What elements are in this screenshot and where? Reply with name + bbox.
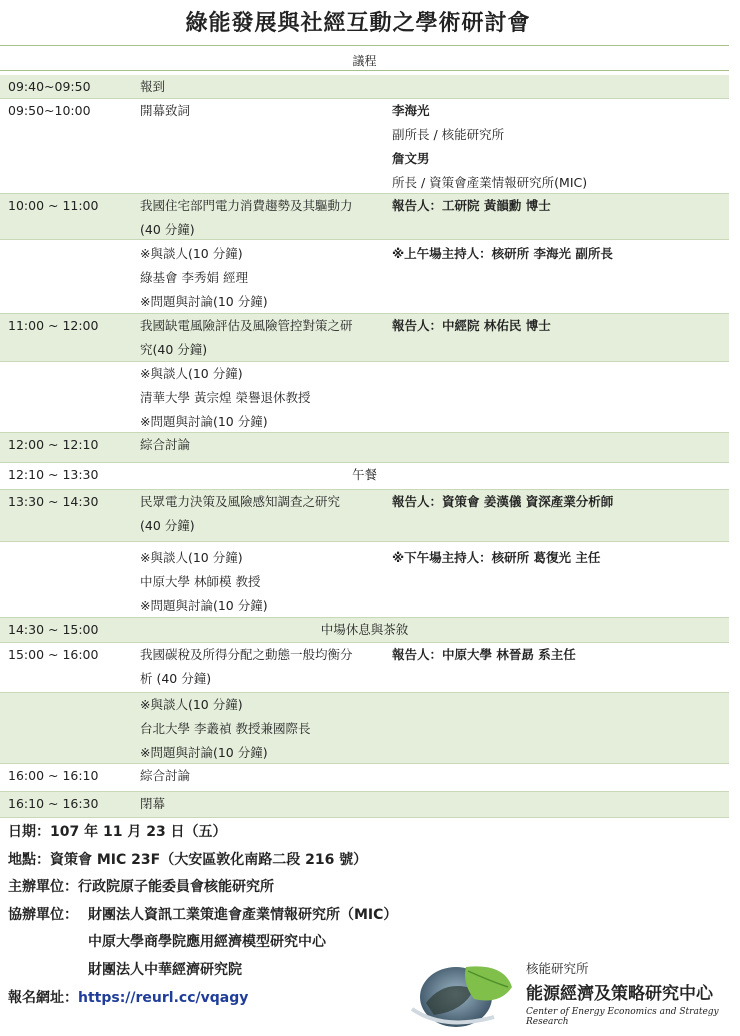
- agenda-header: 議程: [352, 54, 377, 68]
- institute-logo: [398, 955, 738, 1036]
- agenda-speaker-line: 報告人：資策會 姜漢儀 資深產業分析師: [392, 494, 614, 509]
- agenda-break-label: 午餐: [351, 467, 377, 482]
- agenda-row: [0, 490, 729, 542]
- agenda-row: [0, 643, 729, 693]
- agenda-item-line: 我國缺電風險評估及風險管控對策之研: [140, 318, 353, 333]
- agenda-item-line: ※問題與討論(10 分鐘): [140, 414, 268, 429]
- co-organizer-label: 協辦單位：: [8, 907, 78, 923]
- agenda-item-line: 中原大學 林師模 教授: [140, 574, 261, 589]
- logo-institute-name: 核能研究所: [526, 961, 589, 976]
- agenda-row: [0, 693, 729, 764]
- agenda-item-line: 台北大學 李叢禎 教授兼國際長: [140, 721, 311, 736]
- agenda-item-line: ※與談人(10 分鐘): [140, 697, 243, 712]
- agenda-time: 09:50~10:00: [8, 103, 91, 118]
- agenda-speaker-line: 詹文男: [392, 151, 430, 166]
- agenda-item-line: ※與談人(10 分鐘): [140, 550, 243, 565]
- agenda-row: [0, 792, 729, 818]
- signup-link[interactable]: https://reurl.cc/vqagy: [78, 990, 249, 1006]
- agenda-speaker-line: ※下午場主持人：核研所 葛復光 主任: [392, 550, 601, 565]
- agenda-item-line: ※與談人(10 分鐘): [140, 366, 243, 381]
- agenda-item-line: 綜合討論: [140, 768, 191, 783]
- agenda-header-divider: [0, 70, 729, 71]
- agenda-item-line: ※問題與討論(10 分鐘): [140, 294, 268, 309]
- agenda-item-line: 開幕致詞: [140, 103, 191, 118]
- agenda-item-line: (40 分鐘): [140, 222, 195, 237]
- agenda-item-line: (40 分鐘): [140, 518, 195, 533]
- agenda-row: [0, 314, 729, 362]
- agenda-time: 09:40~09:50: [8, 79, 91, 94]
- logo-center-name: 能源經濟及策略研究中心: [526, 984, 713, 1004]
- signup-row: [8, 988, 248, 1008]
- title-divider: [0, 45, 729, 46]
- event-venue: 地點：資策會 MIC 23F（大安區敦化南路二段 216 號）: [8, 852, 368, 868]
- agenda-row: [0, 764, 729, 792]
- agenda-row: [0, 362, 729, 433]
- agenda-item-line: 民眾電力決策及風險感知調查之研究: [140, 494, 341, 509]
- event-date: 日期：107 年 11 月 23 日（五）: [8, 824, 227, 840]
- agenda-row: [0, 75, 729, 99]
- agenda-row: [0, 433, 729, 463]
- agenda-break-label: 中場休息與茶敘: [320, 622, 409, 637]
- agenda-speaker-line: 所長 / 資策會產業情報研究所(MIC): [392, 175, 588, 190]
- co-organizer-2: 中原大學商學院應用經濟模型研究中心: [88, 934, 326, 950]
- signup-label: 報名網址：: [8, 990, 78, 1006]
- agenda-item-line: 析 (40 分鐘): [140, 671, 212, 686]
- agenda-time: 16:10 ~ 16:30: [8, 796, 99, 811]
- agenda-time: 10:00 ~ 11:00: [8, 198, 99, 213]
- agenda-item-line: 究(40 分鐘): [140, 342, 208, 357]
- leaf-globe-icon: [404, 959, 516, 1031]
- agenda-speaker-line: 報告人：工研院 黃韻勳 博士: [392, 198, 551, 213]
- agenda-item-line: 閉幕: [140, 796, 166, 811]
- agenda-item-line: ※問題與討論(10 分鐘): [140, 598, 268, 613]
- page-title: 綠能發展與社經互動之學術研討會: [185, 11, 531, 36]
- agenda-row: [0, 194, 729, 240]
- agenda-speaker-line: 李海光: [392, 103, 430, 118]
- agenda-item-line: 清華大學 黃宗煌 榮譽退休教授: [140, 390, 311, 405]
- agenda-row: [0, 463, 729, 490]
- agenda-speaker-line: 報告人：中經院 林佑民 博士: [392, 318, 551, 333]
- agenda-time: 11:00 ~ 12:00: [8, 318, 99, 333]
- agenda-speaker-line: ※上午場主持人：核研所 李海光 副所長: [392, 246, 613, 261]
- agenda-time: 13:30 ~ 14:30: [8, 494, 99, 509]
- agenda-row: [0, 99, 729, 194]
- agenda-speaker-line: 副所長 / 核能研究所: [392, 127, 505, 142]
- agenda-item-line: 綠基會 李秀娟 經理: [140, 270, 248, 285]
- agenda-item-line: ※問題與討論(10 分鐘): [140, 745, 268, 760]
- agenda-time: 15:00 ~ 16:00: [8, 647, 99, 662]
- agenda-time: 16:00 ~ 16:10: [8, 768, 99, 783]
- agenda-item-line: ※與談人(10 分鐘): [140, 246, 243, 261]
- agenda-time: 12:10 ~ 13:30: [8, 467, 99, 482]
- co-organizer-1: 財團法人資訊工業策進會產業情報研究所（MIC）: [88, 907, 398, 923]
- agenda-time: 12:00 ~ 12:10: [8, 437, 99, 452]
- agenda-item-line: 我國碳稅及所得分配之動態一般均衡分: [140, 647, 353, 662]
- agenda-speaker-line: 報告人：中原大學 林晉勗 系主任: [392, 647, 576, 662]
- agenda-row: [0, 240, 729, 314]
- event-organizer: 主辦單位：行政院原子能委員會核能研究所: [8, 879, 274, 895]
- agenda-item-line: 報到: [140, 79, 166, 94]
- agenda-item-line: 綜合討論: [140, 437, 191, 452]
- logo-english-name: Center of Energy Economics and Strategy Research: [526, 1007, 719, 1027]
- co-organizer-3: 財團法人中華經濟研究院: [88, 962, 242, 978]
- agenda-row: [0, 618, 729, 643]
- agenda-item-line: 我國住宅部門電力消費趨勢及其驅動力: [140, 198, 353, 213]
- agenda-row: [0, 542, 729, 618]
- agenda-time: 14:30 ~ 15:00: [8, 622, 99, 637]
